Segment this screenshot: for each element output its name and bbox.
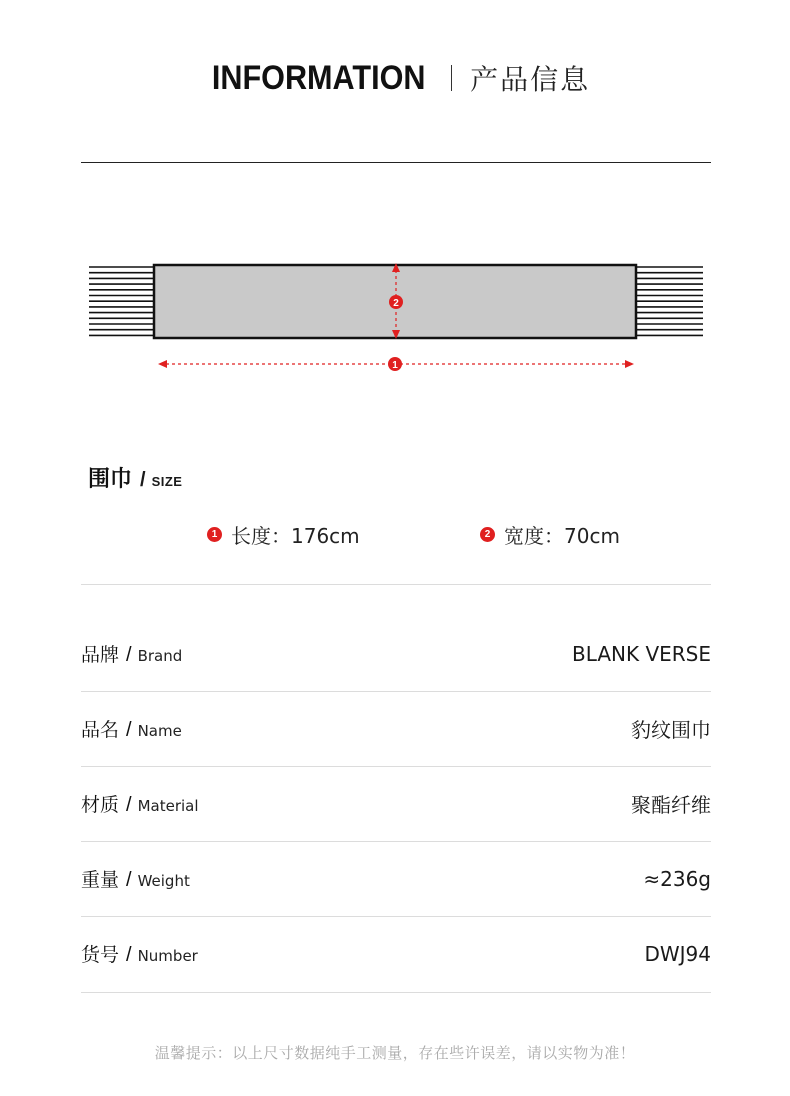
header-rule (81, 162, 711, 163)
info-label (81, 865, 190, 892)
width-marker (389, 295, 403, 309)
label-en: Brand (137, 647, 183, 665)
label-cn: 品牌 (81, 644, 120, 666)
label-cn: 品名 (81, 719, 120, 741)
left-fringe (89, 267, 154, 335)
right-fringe (636, 267, 703, 335)
info-row-weight (81, 841, 711, 916)
width-marker-label: 2 (393, 298, 399, 309)
header-title-en: INFORMATION (211, 58, 426, 97)
info-label (81, 790, 199, 817)
label-slash: / (126, 944, 132, 966)
info-label (81, 940, 198, 967)
length-text: 长度：176cm (231, 524, 360, 548)
label-en: Weight (137, 872, 190, 890)
label-slash: / (126, 719, 132, 741)
size-title-en: SIZE (151, 474, 183, 489)
page-header (0, 56, 790, 100)
info-row-number (81, 916, 711, 991)
info-label (81, 640, 182, 667)
label-en: Name (137, 722, 182, 740)
row-divider (81, 992, 711, 993)
info-row-material (81, 766, 711, 841)
label-cn: 材质 (81, 794, 120, 816)
info-label (81, 715, 182, 742)
header-title-cn: 产品信息 (470, 63, 591, 96)
length-marker-label: 1 (392, 360, 398, 371)
title-slash: / (140, 469, 146, 491)
label-slash: / (126, 644, 132, 666)
info-value: 聚酯纤维 (631, 793, 711, 817)
section-divider (81, 584, 711, 585)
info-row-brand (81, 616, 711, 691)
info-row-name (81, 691, 711, 766)
measurement-notice: 温馨提示：以上尺寸数据纯手工测量，存在些许误差，请以实物为准！ (154, 1044, 636, 1062)
label-en: Material (137, 797, 199, 815)
width-text: 宽度：70cm (504, 524, 620, 548)
label-cn: 重量 (81, 869, 120, 891)
width-badge: 2 (480, 527, 495, 542)
length-badge: 1 (207, 527, 222, 542)
size-section-title (88, 462, 182, 493)
label-cn: 货号 (81, 944, 120, 966)
label-slash: / (126, 869, 132, 891)
info-value: ≈236g (643, 866, 711, 891)
label-en: Number (137, 947, 198, 965)
width-measurement (480, 520, 620, 549)
header-divider (451, 65, 452, 91)
length-measurement (207, 520, 360, 549)
size-title-cn: 围巾 (88, 467, 133, 492)
label-slash: / (126, 794, 132, 816)
info-value: DWJ94 (644, 941, 711, 966)
info-value: BLANK VERSE (572, 641, 711, 666)
scarf-diagram (0, 250, 790, 380)
length-marker (388, 357, 402, 371)
info-value: 豹纹围巾 (631, 718, 711, 742)
